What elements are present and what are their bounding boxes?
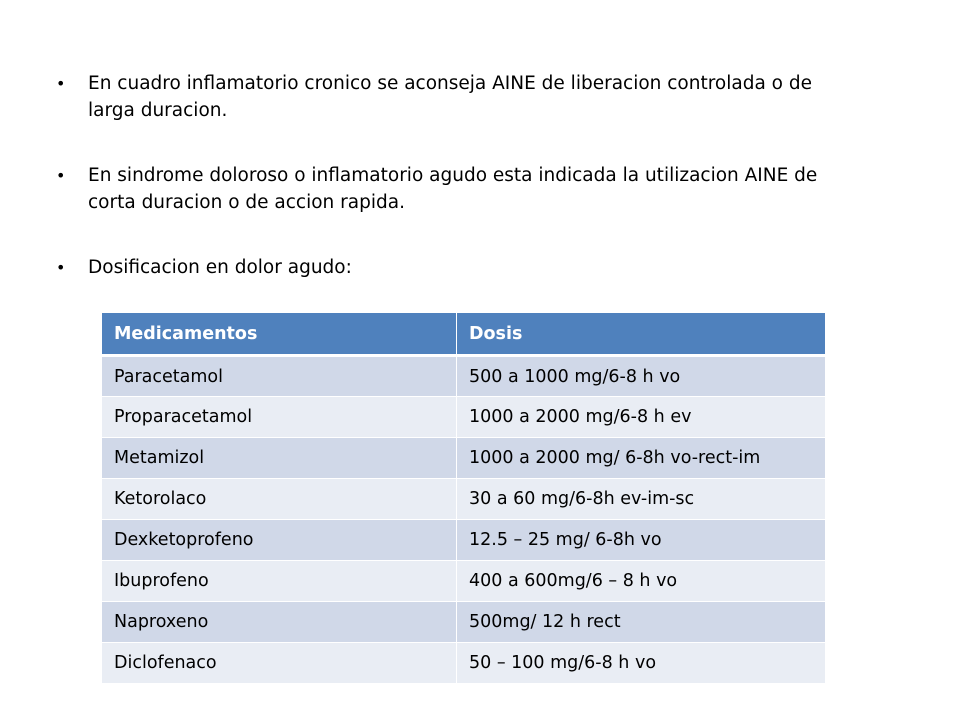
table-row	[102, 479, 826, 520]
bullet-dot-icon: •	[56, 166, 66, 185]
dose-cell: 500mg/ 12 h rect	[457, 602, 826, 643]
bullet-item	[56, 162, 856, 216]
table-row	[102, 561, 826, 602]
dose-cell: 500 a 1000 mg/6-8 h vo	[457, 356, 826, 397]
table-row	[102, 520, 826, 561]
dose-cell: 1000 a 2000 mg/ 6-8h vo-rect-im	[457, 438, 826, 479]
table-header-row	[102, 313, 826, 356]
bullet-list	[56, 70, 856, 319]
drug-cell: Ketorolaco	[102, 479, 457, 520]
drug-cell: Paracetamol	[102, 356, 457, 397]
dose-cell: 1000 a 2000 mg/6-8 h ev	[457, 397, 826, 438]
drug-cell: Naproxeno	[102, 602, 457, 643]
drug-cell: Diclofenaco	[102, 643, 457, 684]
table-row	[102, 602, 826, 643]
dose-cell: 30 a 60 mg/6-8h ev-im-sc	[457, 479, 826, 520]
table-row	[102, 356, 826, 397]
bullet-text: En cuadro inflamatorio cronico se aconseja AINE de liberacion controlada o de larga duracion.	[88, 73, 813, 121]
dosage-table	[101, 312, 826, 684]
drug-cell: Dexketoprofeno	[102, 520, 457, 561]
bullet-dot-icon: •	[56, 74, 66, 93]
dose-cell: 12.5 – 25 mg/ 6-8h vo	[457, 520, 826, 561]
bullet-dot-icon: •	[56, 258, 66, 277]
dose-cell: 400 a 600mg/6 – 8 h vo	[457, 561, 826, 602]
dose-cell: 50 – 100 mg/6-8 h vo	[457, 643, 826, 684]
bullet-text: En sindrome doloroso o inflamatorio agudo esta indicada la utilizacion AINE de corta duracion o de accion rapida.	[88, 165, 818, 213]
header-medicamentos: Medicamentos	[102, 313, 457, 356]
drug-cell: Ibuprofeno	[102, 561, 457, 602]
drug-cell: Metamizol	[102, 438, 457, 479]
table-row	[102, 397, 826, 438]
bullet-item	[56, 254, 856, 281]
table-row	[102, 643, 826, 684]
bullet-text: Dosificacion en dolor agudo:	[88, 257, 352, 278]
table-row	[102, 438, 826, 479]
header-dosis: Dosis	[457, 313, 826, 356]
bullet-item	[56, 70, 856, 124]
drug-cell: Proparacetamol	[102, 397, 457, 438]
